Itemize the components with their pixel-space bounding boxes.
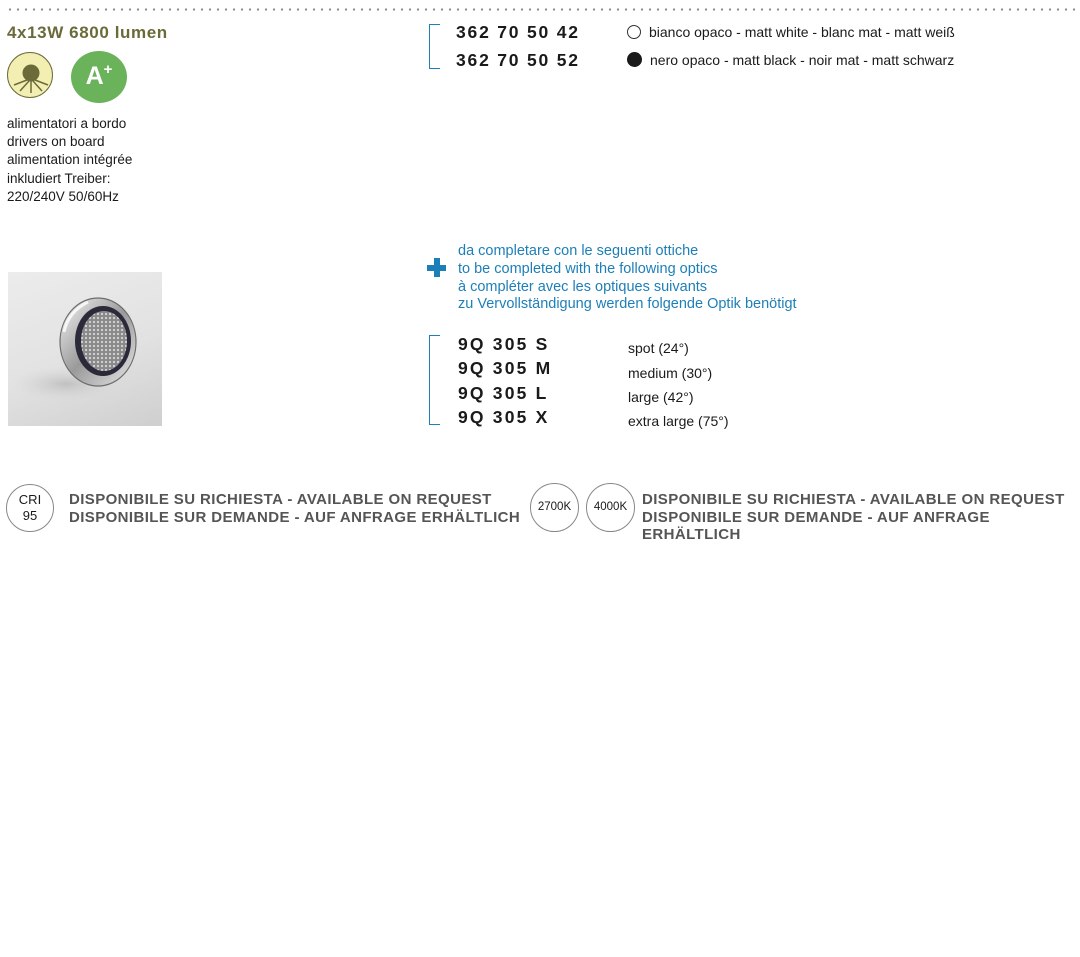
optics-note [458,243,797,314]
optic-beam: large (42°) [628,389,694,405]
cri-badge [6,484,54,532]
cct-availability [642,491,1080,544]
optic-code: 9Q 305 L [458,383,549,403]
finish-label: bianco opaco - matt white - blanc mat - matt weiß [649,24,955,40]
dotted-divider [6,8,1078,11]
availability-line: DISPONIBILE SUR DEMANDE - AUF ANFRAGE ERHÄLTLICH [642,508,990,543]
energy-class-plus: + [103,60,113,78]
product-code: 362 70 50 52 [456,50,580,70]
optic-code: 9Q 305 X [458,407,550,427]
optics-note-line: zu Vervollständigung werden folgende Optik benötigt [458,296,797,313]
white-swatch-icon [627,25,641,39]
energy-class: A [85,62,104,90]
product-code: 362 70 50 42 [456,22,580,42]
driver-line: alimentation intégrée [7,152,133,168]
driver-line: inkludiert Treiber: [7,170,111,186]
driver-line: 220/240V 50/60Hz [7,188,119,204]
lamp-icon [7,52,53,98]
cri-label: CRI [18,492,42,507]
optics-bracket [429,335,440,425]
availability-line: DISPONIBILE SU RICHIESTA - AVAILABLE ON REQUEST [642,491,1065,508]
optic-beam: medium (30°) [628,365,713,381]
driver-line: alimentatori a bordo [7,116,127,131]
product-photo [8,272,162,426]
cct-2700k-badge: 2700K [530,483,579,532]
finish-white [627,24,955,40]
energy-class-badge [71,51,127,103]
cri-availability [69,491,520,526]
driver-info [7,115,132,206]
optic-code: 9Q 305 S [458,334,550,354]
optics-note-line: à compléter avec les optiques suivants [458,278,708,295]
codes-bracket [429,24,440,69]
finish-label: nero opaco - matt black - noir mat - matt schwarz [650,52,955,68]
optic-beam: extra large (75°) [628,413,729,429]
cct-4000k-badge: 4000K [586,483,635,532]
optic-code: 9Q 305 M [458,358,553,378]
plus-icon [427,258,446,277]
optics-note-line: to be completed with the following optics [458,260,718,277]
driver-line: drivers on board [7,134,105,150]
optic-beam: spot (24°) [628,340,689,356]
power-spec: 4x13W 6800 lumen [7,23,168,42]
finish-black [627,52,954,68]
availability-line: DISPONIBILE SU RICHIESTA - AVAILABLE ON REQUEST [69,491,492,508]
black-swatch-icon [627,52,642,67]
cri-value: 95 [22,508,38,523]
optics-note-line: da completare con le seguenti ottiche [458,243,699,259]
availability-line: DISPONIBILE SUR DEMANDE - AUF ANFRAGE ERHÄLTLICH [69,508,521,526]
